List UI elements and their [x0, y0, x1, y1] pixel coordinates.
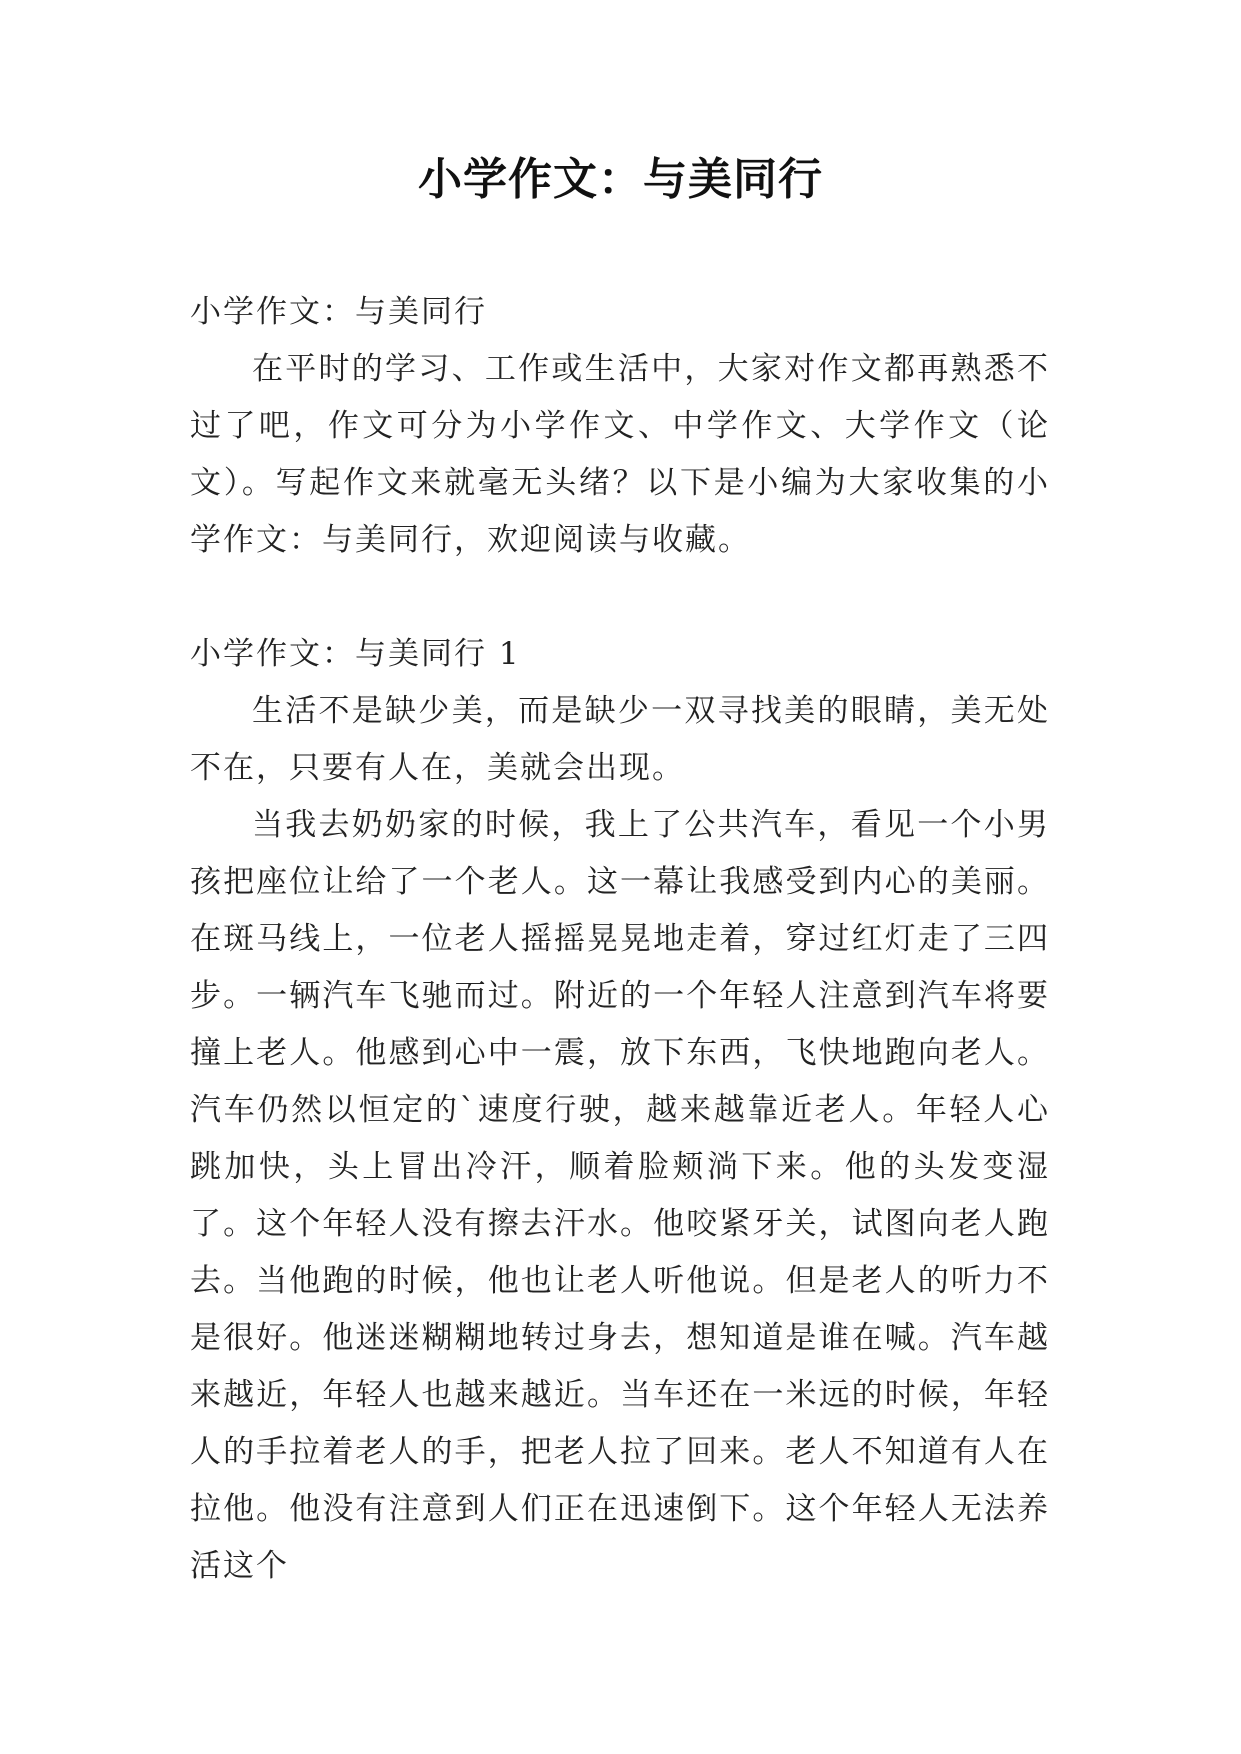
- document-title: 小学作文：与美同行: [418, 154, 823, 205]
- document-subtitle: 小学作文：与美同行: [190, 294, 487, 330]
- section-heading: 小学作文：与美同行 1: [190, 636, 521, 672]
- body-paragraph-1: 生活不是缺少美，而是缺少一双寻找美的眼睛，美无处不在，只要有人在，美就会出现。: [190, 693, 1050, 786]
- document-body: [190, 284, 1050, 1595]
- body-paragraph-2: 当我去奶奶家的时候，我上了公共汽车，看见一个小男孩把座位让给了一个老人。这一幕让我感受到内心的美丽。在斑马线上，一位老人摇摇晃晃地走着，穿过红灯走了三四步。一辆汽车飞驰而过。附近的一个年轻人注意到汽车将要撞上老人。他感到心中一震，放下东西，飞快地跑向老人。汽车仍然以恒定的`速度行驶，越来越靠近老人。年轻人心跳加快，头上冒出冷汗，顺着脸颊淌下来。他的头发变湿了。这个年轻人没有擦去汗水。他咬紧牙关，试图向老人跑去。当他跑的时候，他也让老人听他说。但是老人的听力不是很好。他迷迷糊糊地转过身去，想知道是谁在喊。汽车越来越近，年轻人也越来越近。当车还在一米远的时候，年轻人的手拉着老人的手，把老人拉了回来。老人不知道有人在拉他。他没有注意到人们正在迅速倒下。这个年轻人无法养活这个: [190, 807, 1050, 1584]
- intro-paragraph: 在平时的学习、工作或生活中，大家对作文都再熟悉不过了吧，作文可分为小学作文、中学作文、大学作文（论文）。写起作文来就毫无头绪？以下是小编为大家收集的小学作文：与美同行，欢迎阅读与收藏。: [190, 351, 1050, 558]
- section-spacer: [190, 569, 1050, 626]
